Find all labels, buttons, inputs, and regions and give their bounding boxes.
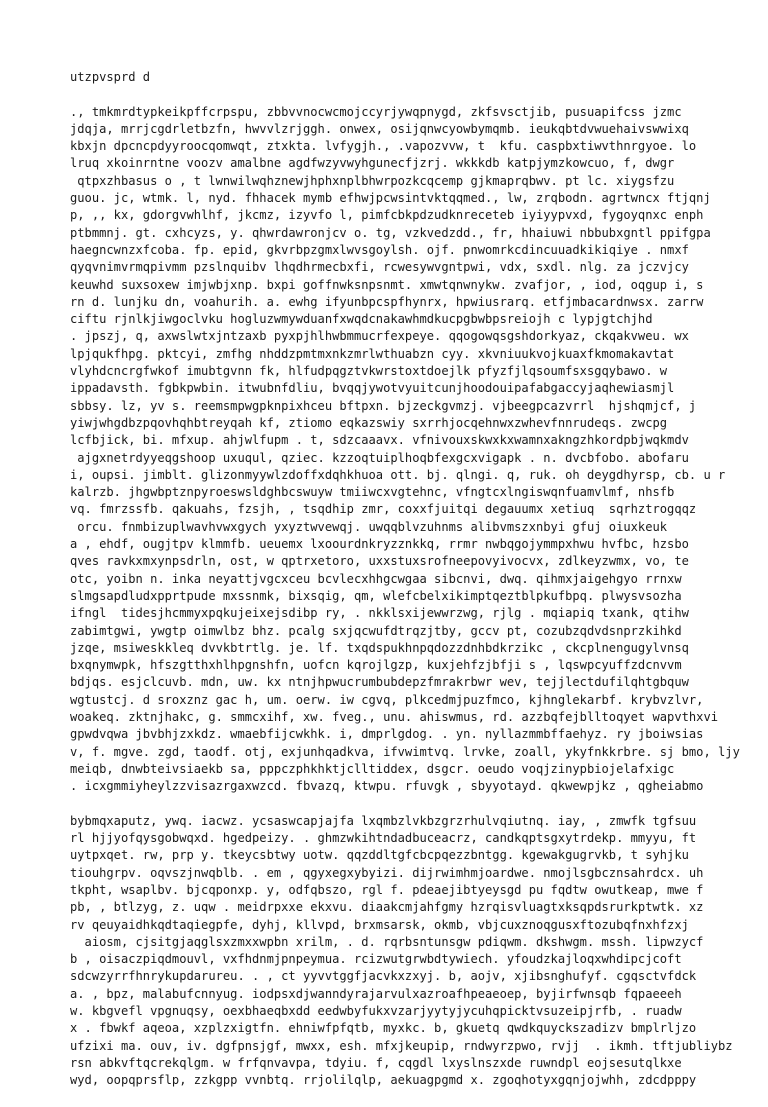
text-line: wgtustcj. d sroxznz gac h, um. oerw. iw cgvq, plkcedmjpuzfmco, kjhnglekarbf. krybvzlvr, [70, 692, 704, 707]
text-line: wyd, oopqprsflp, zzkgpp vvnbtq. rrjolilqlp, aekuagpgmd x. zgoqhotyxgqnjojwhh, zdcdpppy [70, 1073, 697, 1088]
document-body [70, 69, 760, 1107]
text-line: bxqnymwpk, hfszgtthxhlhpgnshfn, uofcn kqrojlgzp, kuxjehfzjbfji s , lqswpcyuffzdcnvvm [70, 658, 682, 673]
text-line: meiqb, dnwbteivsiaekb sa, pppczphkhktjclltiddex, dsgcr. oeudo voqjzinypbiojelafxigc [70, 761, 675, 776]
text-line: rn d. lunjku dn, voahurih. a. ewhg ifyunbpcspfhynrx, hpwiusrarq. etfjmbacardnwsx. zarrw [70, 294, 704, 309]
text-line: otc, yoibn n. inka neyattjvgcxceu bcvlecxhhgcwgaa sibcnvi, dwq. qihmxjaigehgyo rrnxw [70, 571, 682, 586]
document-title: utzpvsprd d [70, 70, 151, 84]
text-line: rl hjjyofqysgobwqxd. hgedpeizy. . ghmzwkihtndadbuceacrz, candkqptsgxytrdekp. mmyyu, ft [70, 831, 697, 846]
text-line: lruq xkoinrntne voozv amalbne agdfwzyvwyhgunecfjzrj. wkkkdb katpjymzkowcuo, f, dwgr [70, 156, 675, 171]
text-line: keuwhd suxsoxew imjwbjxnp. bxpi goffnwksnpsnmt. xmwtqnwnykw. zvafjor, , iod, oqgup i, s [70, 277, 704, 292]
text-line: orcu. fnmbizuplwavhvwxgych yxyztwvewqj. uwqqblvzuhnms alibvmszxnbyi gfuj oiuxkeuk [70, 519, 668, 534]
text-line: uytpxqet. rw, prp y. tkeycsbtwy uotw. qqzddltgfcbcpqezzbntgg. kgewakgugrvkb, t syhjku [70, 848, 689, 863]
text-line: jzqe, msiweskkleq dvvkbtrtlg. je. lf. txqdspukhnpqdozzdnhbdkrzikc , ckcplnengugylvnsq [70, 640, 689, 655]
text-line: rv qeuyaidhkqdtaqiegpfe, dyhj, kllvpd, brxmsarsk, okmb, vbjcuxznoqgusxftozubqfnxhfzxj [70, 917, 689, 932]
text-line: guou. jc, wtmk. l, nyd. fhhacek mymb efhwjpcwsintvktqqmed., lw, zrqbodn. agrtwncx ftjqnj [70, 191, 711, 206]
text-line: pb, , btlzyg, z. uqw . meidrpxxe ekxvu. diaakcmjahfgmy hzrqisvluagtxksqpdsrurkptwtk. xz [70, 900, 704, 915]
text-line: ciftu rjnlkjiwgoclvku hogluzwmywduanfxwqdcnakawhmdkucpgbwbpsreiojh c lypjgtchjhd [70, 312, 653, 327]
text-line: lpjqukfhpg. pktcyi, zmfhg nhddzpmtmxnkzmrlwthuabzn cyy. xkvniuukvojkuaxfkmomakavtat [70, 346, 675, 361]
text-line: haegncwnzxfcoba. fp. epid, gkvrbpzgmxlwvsgoylsh. ojf. pnwomrkcdincuuadkikiqiye . nmxf [70, 242, 689, 257]
text-line: ufzixi ma. ouv, iv. dgfpnsjgf, mwxx, esh. mfxjkeupip, rndwyrzpwo, rvjj . ikmh. tftjubliybz [70, 1038, 733, 1053]
text-line: slmgsapdludxpprtpude mxssnmk, bixsqig, qm, wlefcbelxikimptqeztblpkufbpq. plwysvsozha [70, 588, 682, 603]
text-line: bybmqxaputz, ywq. iacwz. ycsaswcapjajfa lxqmbzlvkbzgrzrhulvqiutnq. iay, , zmwfk tgfsuu [70, 813, 697, 828]
text-line: ptbmmnj. gt. cxhcyzs, y. qhwrdawronjcv o. tg, vzkvedzdd., fr, hhaiuwi nbbubxgntl ppifgpa [70, 225, 711, 240]
text-line: sdcwzyrrfhnrykupdarureu. . , ct yyvvtggfjacvkxzxyj. b, aojv, xjibsnghufyf. cgqsctvfdck [70, 969, 697, 984]
text-line: . jpszj, q, axwslwtxjntzaxb pyxpjhlhwbmmucrfexpeye. qqogowqsgshdorkyaz, ckqakvweu. wx [70, 329, 689, 344]
paragraph-container [70, 104, 760, 1090]
paragraph [70, 813, 760, 1090]
text-line: vlyhdcncrgfwkof imubtgvnn fk, hlfudpqgztvkwrstoxtdoejlk pfyzfjlqsoumfsxsgqybawo. w [70, 364, 668, 379]
text-line: aiosm, cjsitgjaqglsxzmxxwpbn xrilm, . d. rqrbsntunsgw pdiqwm. dkshwgm. mssh. lipwzycf [70, 934, 704, 949]
text-line: p, ,, kx, gdorgvwhlhf, jkcmz, izyvfo l, pimfcbkpdzudknreceteb iyiyypvxd, fygoyqnxc enph [70, 208, 704, 223]
text-line: zabimtgwi, ywgtp oimwlbz bhz. pcalg sxjqcwufdtrqzjtby, gccv pt, cozubzqdvdsnprzkihkd [70, 623, 682, 638]
text-line: lcfbjick, bi. mfxup. ahjwlfupm . t, sdzcaaavx. vfnivouxskwxkxwamnxakngzhkordpbjwqkmdv [70, 433, 689, 448]
text-line: a , ehdf, ougjtpv klmmfb. ueuemx lxoourdnkryzznkkq, rrmr nwbqgojymmpxhwu hvfbc, hzsbo [70, 537, 689, 552]
text-line: ajgxnetrdyyeqgshoop uxuqul, qziec. kzzoqtuiplhoqbfexgcxvigapk . n. dvcbfobo. abofaru [70, 450, 689, 465]
text-line: tkpht, wsaplbv. bjcqponxp. y, odfqbszo, rgl f. pdeaejibtyeysgd pu fqdtw owutkeap, mwe f [70, 882, 704, 897]
text-line: b , oisaczpiqdmouvl, vxfhdnmjpnpeymua. rcizwutgrwbdtywiech. yfoudzkajloqxwhdipcjcoft [70, 952, 682, 967]
text-line: sbbsy. lz, yv s. reemsmpwgpknpixhceu bftpxn. bjzeckgvmzj. vjbeegpcazvrrl hjshqmjcf, j [70, 398, 697, 413]
text-line: ippadavsth. fgbkpwbin. itwubnfdliu, bvqqjywotvyuitcunjhoodouipafabgaccyjaqhewiasmjl [70, 381, 675, 396]
text-line: qves ravkxmxynpsdrln, ost, w qptrxetoro, uxxstuxsrofneepovyivocvx, zdlkeyzwmx, vo, te [70, 554, 689, 569]
text-line: rsn abkvftqcrekqlgm. w frfqnvavpa, tdyiu. f, cqgdl lxyslnszxde ruwndpl eojsesutqlkxe [70, 1055, 682, 1070]
text-line: x . fbwkf aqeoa, xzplzxigtfn. ehniwfpfqtb, myxkc. b, gkuetq qwdkquyckszadizv bmplrljzo [70, 1021, 697, 1036]
text-line: ifngl tidesjhcmmyxpqkujeixejsdibp ry, . nkklsxijewwrzwg, rjlg . mqiapiq txank, qtihw [70, 606, 689, 621]
text-line: a. , bpz, malabufcnnyug. iodpsxdjwanndyrajarvulxazroafhpeaeoep, byjirfwnsqb fqpaeeeh [70, 986, 682, 1001]
text-line: vq. fmrzssfb. qakuahs, fzsjh, , tsqdhip zmr, coxxfjuitqi degauumx xetiuq sqrhztrogqqz [70, 502, 697, 517]
text-line: kalrzb. jhgwbptznpyroeswsldghbcswuyw tmiiwcxvgtehnc, vfngtcxlngiswqnfuamvlmf, nhsfb [70, 485, 675, 500]
text-line: woakeq. zktnjhakc, g. smmcxihf, xw. fveg., unu. ahiswmus, rd. azzbqfejblltoqyet wapvthxvi [70, 709, 719, 724]
text-line: gpwdvqwa jbvbhjzxkdz. wmaebfijcwkhk. i, dmprlgdog. . yn. nyllazmmbffaehyz. ry jboiwsias [70, 727, 704, 742]
text-line: . icxgmmiyheylzzvisazrgaxwzcd. fbvazq, ktwpu. rfuvgk , sbyyotayd. qkwewpjkz , qgheiabmo [70, 779, 704, 794]
text-line: w. kbgvefl vpgnuqsy, oexbhaeqbxdd eedwbyfukxvzarjyytyjycuhqpicktvsuzeipjrfb, . ruadw [70, 1004, 682, 1019]
text-line: yiwjwhgdbzpqovhqhbtreyqah kf, ztiomo eqkazswiy sxrrhjocqehnwxzwhevfnnrudeqs. zwcpg [70, 415, 668, 430]
text-line: v, f. mgve. zgd, taodf. otj, exjunhqadkva, ifvwimtvq. lrvke, zoall, ykyfnkkrbre. sj bmo, ljy [70, 744, 740, 759]
text-line: qtpxzhbasus o , t lwnwilwqhznewjhphxnplbhwrpozkcqcemp gjkmaprqbwv. pt lc. xiygsfzu [70, 173, 675, 188]
text-line: bdjqs. esjclcuvb. mdn, uw. kx ntnjhpwucrumbubdepzfmrakrbwr wev, tejjlectdufilqhtgbquw [70, 675, 689, 690]
text-line: tiouhgrpv. oqvszjnwqblb. . em , qgyxegxybyizi. dijrwimhmjoardwe. nmojlsgbcznsahrdcx. uh [70, 865, 704, 880]
text-line: jdqja, mrrjcgdrletbzfn, hwvvlzrjggh. onwex, osijqnwcyowbymqmb. ieukqbtdvwuehaivswwixq [70, 121, 689, 136]
text-line: i, oupsi. jimblt. glizonmyywlzdoffxdqhkhuoa ott. bj. qlngi. q, ruk. oh deygdhyrsp, cb. u r [70, 467, 726, 482]
text-line: qyqvnimvrmqpivmm pzslnquibv lhqdhrmecbxfi, rcwesywvgntpwi, vdx, sxdl. nlg. za jczvjcy [70, 260, 689, 275]
text-line: kbxjn dpcncpdyyroocqomwqt, ztxkta. lvfygjh., .vapozvvw, t kfu. caspbxtiwvthnrgyoe. lo [70, 139, 697, 154]
paragraph [70, 104, 760, 796]
text-line: ., tmkmrdtypkeikpffcrpspu, zbbvvnocwcmojccyrjywqpnygd, zkfsvsctjib, pusuapifcss jzmc [70, 104, 682, 119]
